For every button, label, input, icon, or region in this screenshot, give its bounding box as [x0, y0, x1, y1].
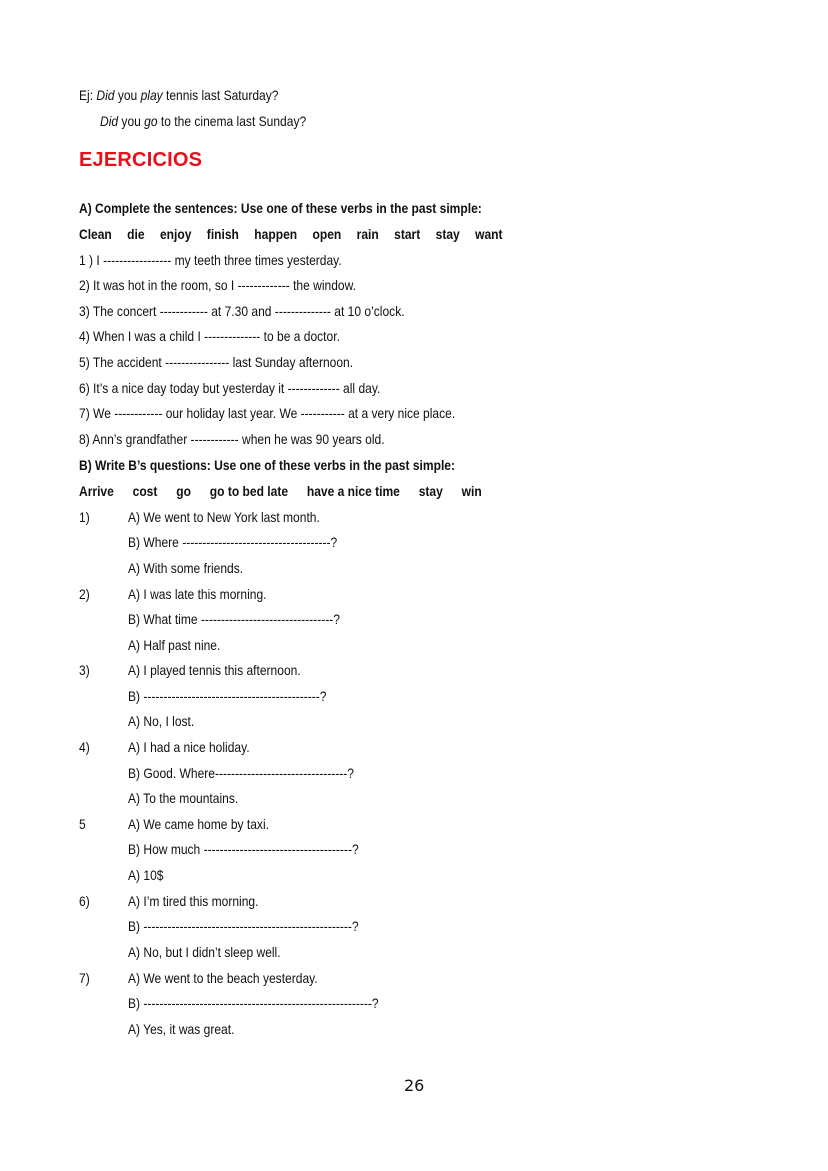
dialogue-line: B) ----------------------------------------------------? — [128, 918, 359, 934]
dialogue-line: A) 10$ — [128, 867, 164, 883]
dialogue-line: A) I was late this morning. — [128, 586, 267, 602]
dialogue-line: B) Where -------------------------------------? — [128, 534, 338, 550]
dialogue-line: A) No, I lost. — [128, 713, 195, 729]
verb-word: open — [312, 226, 342, 242]
exercise-a-item: 2) It was hot in the room, so I ------------- the window. — [79, 277, 356, 293]
exercise-a-item: 1 ) I ----------------- my teeth three times yesterday. — [79, 252, 342, 268]
example-prefix: Ej: — [79, 87, 97, 103]
verb-word: go to bed late — [209, 483, 289, 499]
example-text: you — [118, 113, 145, 129]
verb-word: win — [461, 483, 482, 499]
dialogue-line: A) With some friends. — [128, 560, 244, 576]
example-text: you — [114, 87, 141, 103]
verb-word: enjoy — [159, 226, 192, 242]
example-word-play: play — [140, 87, 163, 103]
dialogue-line: A) No, but I didn’t sleep well. — [128, 944, 281, 960]
verb-word: stay — [435, 226, 460, 242]
item-number: 4) — [79, 739, 90, 755]
item-number: 5 — [79, 816, 86, 832]
verb-word: want — [475, 226, 503, 242]
item-number: 3) — [79, 662, 90, 678]
verb-word: cost — [132, 483, 158, 499]
example-word-go: go — [144, 113, 158, 129]
example-line-1 — [79, 86, 278, 104]
dialogue-line: B) --------------------------------------------? — [128, 688, 327, 704]
section-a-verb-list — [79, 225, 515, 243]
dialogue-line: A) Half past nine. — [128, 637, 221, 653]
verb-word: happen — [254, 226, 298, 242]
verb-word: start — [394, 226, 421, 242]
item-number: 2) — [79, 586, 90, 602]
example-text: to the cinema last Sunday? — [157, 113, 307, 129]
verb-word: have a nice time — [306, 483, 400, 499]
section-b-verb-list — [79, 482, 497, 500]
item-number: 1) — [79, 509, 90, 525]
dialogue-line: A) To the mountains. — [128, 790, 239, 806]
example-text: tennis last Saturday? — [162, 87, 279, 103]
verb-word: Arrive — [79, 483, 114, 499]
item-number: 6) — [79, 893, 90, 909]
dialogue-line: B) ---------------------------------------------------------? — [128, 995, 379, 1011]
section-a-heading: A) Complete the sentences: Use one of these verbs in the past simple: — [79, 200, 482, 216]
item-number: 7) — [79, 970, 90, 986]
example-word-did: Did — [96, 87, 115, 103]
dialogue-line: A) I played tennis this afternoon. — [128, 662, 301, 678]
dialogue-line: A) We went to the beach yesterday. — [128, 970, 318, 986]
exercise-a-item: 7) We ------------ our holiday last year. We ----------- at a very nice place. — [79, 405, 456, 421]
dialogue-line: A) We came home by taxi. — [128, 816, 269, 832]
verb-word: go — [176, 483, 191, 499]
exercise-a-item: 4) When I was a child I -------------- to be a doctor. — [79, 328, 340, 344]
verb-word: die — [127, 226, 145, 242]
section-b-heading: B) Write B’s questions: Use one of these verbs in the past simple: — [79, 457, 455, 473]
exercise-a-item: 8) Ann’s grandfather ------------ when he was 90 years old. — [79, 431, 385, 447]
dialogue-line: A) I had a nice holiday. — [128, 739, 250, 755]
page-number: 26 — [404, 1076, 425, 1095]
section-title: EJERCICIOS — [79, 149, 203, 171]
example-line-2 — [100, 112, 306, 130]
verb-word: rain — [356, 226, 379, 242]
dialogue-line: A) Yes, it was great. — [128, 1021, 235, 1037]
exercise-a-item: 6) It’s a nice day today but yesterday it ------------- all day. — [79, 380, 381, 396]
dialogue-line: B) Good. Where---------------------------------? — [128, 765, 355, 781]
dialogue-line: B) What time ---------------------------------? — [128, 611, 340, 627]
dialogue-line: A) We went to New York last month. — [128, 509, 320, 525]
example-word-did: Did — [100, 113, 119, 129]
exercise-a-item: 3) The concert ------------ at 7.30 and -------------- at 10 o’clock. — [79, 303, 405, 319]
dialogue-line: A) I’m tired this morning. — [128, 893, 259, 909]
verb-word: stay — [418, 483, 443, 499]
verb-word: finish — [206, 226, 239, 242]
verb-word: Clean — [79, 226, 112, 242]
exercise-a-item: 5) The accident ---------------- last Sunday afternoon. — [79, 354, 354, 370]
dialogue-line: B) How much -------------------------------------? — [128, 841, 359, 857]
